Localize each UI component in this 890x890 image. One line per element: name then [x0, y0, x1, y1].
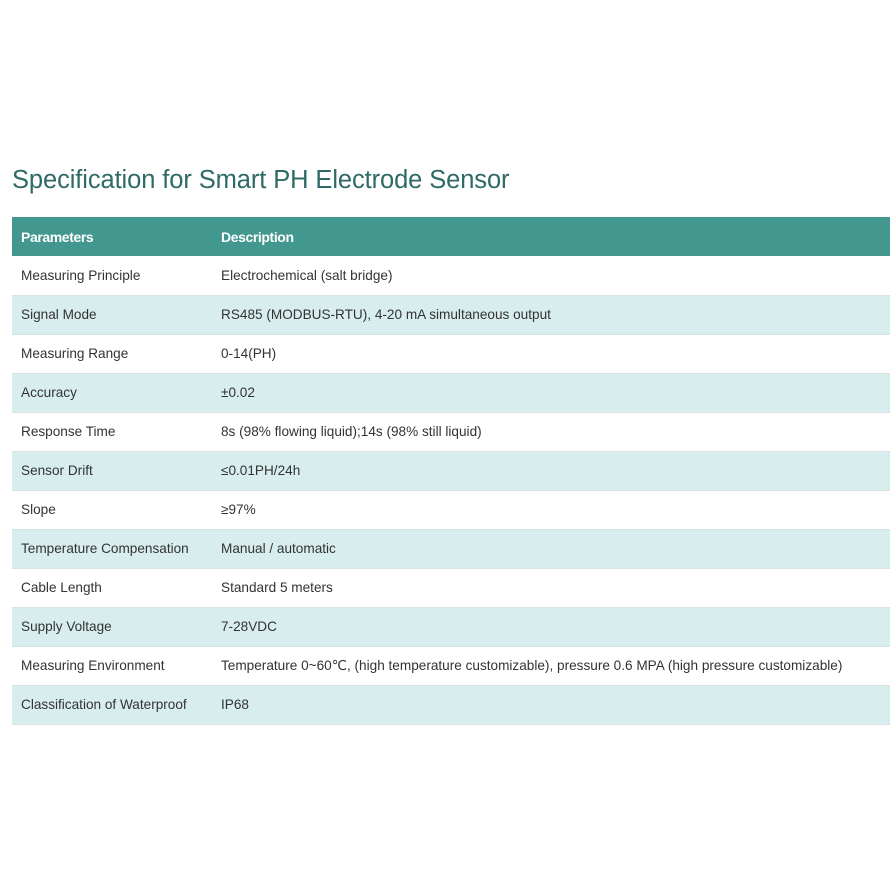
- parameter-cell: Measuring Range: [21, 346, 129, 361]
- description-cell: ≥97%: [221, 502, 256, 517]
- table-row: [12, 646, 890, 685]
- parameter-cell: Response Time: [21, 424, 116, 439]
- specification-table: [12, 217, 890, 725]
- parameter-cell: Accuracy: [21, 385, 77, 400]
- table-row: [12, 295, 890, 334]
- table-row: [12, 412, 890, 451]
- table-header-row: [12, 217, 890, 256]
- parameter-cell: Measuring Principle: [21, 267, 141, 283]
- table-row: [12, 451, 890, 490]
- table-row: [12, 490, 890, 529]
- description-cell: 0-14(PH): [221, 346, 277, 361]
- description-cell: Temperature 0~60℃, (high temperature customizable), pressure 0.6 MPA (high pressure customizable): [221, 657, 843, 673]
- description-cell: ≤0.01PH/24h: [221, 463, 301, 478]
- table-row: [12, 334, 890, 373]
- table-row: [12, 256, 890, 295]
- description-cell: 7-28VDC: [221, 619, 277, 634]
- parameter-cell: Sensor Drift: [21, 463, 93, 478]
- description-cell: RS485 (MODBUS-RTU), 4-20 mA simultaneous output: [221, 307, 551, 322]
- parameter-cell: Cable Length: [21, 580, 102, 595]
- column-header-parameters: Parameters: [21, 228, 94, 245]
- table-row: [12, 568, 890, 607]
- description-cell: Standard 5 meters: [221, 580, 333, 595]
- table-row: [12, 607, 890, 646]
- description-cell: Manual / automatic: [221, 541, 336, 556]
- description-cell: 8s (98% flowing liquid);14s (98% still liquid): [221, 424, 482, 439]
- column-header-description: Description: [221, 228, 294, 245]
- description-cell: ±0.02: [221, 385, 255, 400]
- parameter-cell: Slope: [21, 502, 56, 517]
- table-row: [12, 529, 890, 568]
- description-cell: Electrochemical (salt bridge): [221, 267, 393, 283]
- table-row: [12, 373, 890, 412]
- parameter-cell: Supply Voltage: [21, 619, 112, 634]
- parameter-cell: Temperature Compensation: [21, 541, 189, 556]
- parameter-cell: Signal Mode: [21, 307, 97, 322]
- description-cell: IP68: [221, 697, 249, 712]
- page-title: Specification for Smart PH Electrode Sensor: [12, 166, 510, 194]
- parameter-cell: Measuring Environment: [21, 658, 165, 673]
- parameter-cell: Classification of Waterproof: [21, 697, 187, 712]
- table-row: [12, 685, 890, 724]
